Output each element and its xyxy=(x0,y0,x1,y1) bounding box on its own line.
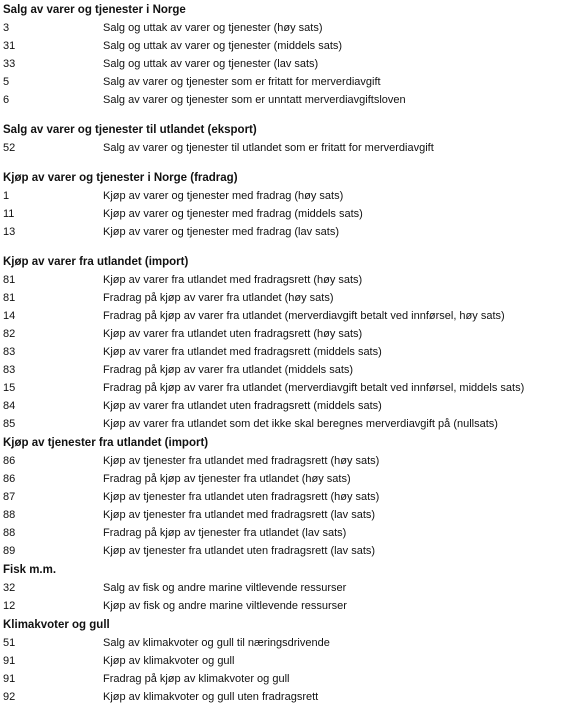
code-description: Kjøp av varer fra utlandet som det ikke skal beregnes merverdiavgift på (nullsats) xyxy=(103,418,498,430)
section-purchases-domestic xyxy=(3,170,586,241)
vat-code: 84 xyxy=(3,400,16,412)
code-description: Kjøp av varer fra utlandet med fradragsrett (middels sats) xyxy=(103,346,382,358)
code-row xyxy=(3,289,586,307)
vat-code: 32 xyxy=(3,582,16,594)
code-description: Kjøp av varer og tjenester med fradrag (høy sats) xyxy=(103,190,344,202)
code-description: Salg og uttak av varer og tjenester (lav sats) xyxy=(103,58,319,70)
code-description: Kjøp av varer og tjenester med fradrag (middels sats) xyxy=(103,208,363,220)
vat-code: 91 xyxy=(3,655,16,667)
vat-code: 92 xyxy=(3,691,16,703)
vat-code: 89 xyxy=(3,545,16,557)
code-description: Salg av varer og tjenester til utlandet som er fritatt for merverdiavgift xyxy=(103,142,434,154)
code-row xyxy=(3,488,586,506)
vat-code: 82 xyxy=(3,328,16,340)
code-row xyxy=(3,688,586,706)
section-heading: Kjøp av varer og tjenester i Norge (fradrag) xyxy=(3,172,238,184)
section-climate-quotas-gold xyxy=(3,617,586,706)
section-heading: Salg av varer og tjenester til utlandet (eksport) xyxy=(3,124,257,136)
code-row xyxy=(3,379,586,397)
code-description: Fradrag på kjøp av tjenester fra utlandet (høy sats) xyxy=(103,473,351,485)
code-row xyxy=(3,470,586,488)
code-description: Kjøp av fisk og andre marine viltlevende ressurser xyxy=(103,600,347,612)
vat-code: 14 xyxy=(3,310,16,322)
code-row xyxy=(3,37,586,55)
code-row xyxy=(3,597,586,615)
code-description: Kjøp av varer og tjenester med fradrag (lav sats) xyxy=(103,226,339,238)
vat-code: 15 xyxy=(3,382,16,394)
code-description: Kjøp av klimakvoter og gull xyxy=(103,655,235,667)
section-spacer xyxy=(3,109,586,122)
section-heading: Kjøp av varer fra utlandet (import) xyxy=(3,256,189,268)
code-row xyxy=(3,361,586,379)
section-sales-export xyxy=(3,122,586,157)
code-row xyxy=(3,91,586,109)
code-description: Kjøp av tjenester fra utlandet med fradragsrett (høy sats) xyxy=(103,455,380,467)
code-row xyxy=(3,307,586,325)
code-description: Kjøp av tjenester fra utlandet uten fradragsrett (lav sats) xyxy=(103,545,376,557)
section-spacer xyxy=(3,157,586,170)
vat-code: 12 xyxy=(3,600,16,612)
code-description: Fradrag på kjøp av varer fra utlandet (høy sats) xyxy=(103,292,334,304)
vat-code: 91 xyxy=(3,673,16,685)
code-row xyxy=(3,343,586,361)
vat-code: 3 xyxy=(3,22,10,34)
code-description: Kjøp av varer fra utlandet uten fradragsrett (høy sats) xyxy=(103,328,363,340)
section-sales-domestic xyxy=(3,2,586,109)
code-row xyxy=(3,271,586,289)
code-row xyxy=(3,542,586,560)
code-description: Fradrag på kjøp av varer fra utlandet (merverdiavgift betalt ved innførsel, middels sats) xyxy=(103,382,525,394)
code-row xyxy=(3,579,586,597)
section-heading: Fisk m.m. xyxy=(3,564,57,576)
vat-code: 88 xyxy=(3,527,16,539)
code-row xyxy=(3,506,586,524)
code-description: Fradrag på kjøp av tjenester fra utlandet (lav sats) xyxy=(103,527,347,539)
code-row xyxy=(3,73,586,91)
code-description: Kjøp av tjenester fra utlandet uten fradragsrett (høy sats) xyxy=(103,491,380,503)
vat-code: 83 xyxy=(3,346,16,358)
code-description: Salg av klimakvoter og gull til næringsdrivende xyxy=(103,637,330,649)
code-row xyxy=(3,187,586,205)
vat-code: 86 xyxy=(3,473,16,485)
code-row xyxy=(3,19,586,37)
vat-code: 52 xyxy=(3,142,16,154)
code-description: Kjøp av tjenester fra utlandet med fradragsrett (lav sats) xyxy=(103,509,376,521)
vat-code: 85 xyxy=(3,418,16,430)
section-heading: Salg av varer og tjenester i Norge xyxy=(3,4,186,16)
vat-code: 81 xyxy=(3,274,16,286)
vat-code: 31 xyxy=(3,40,16,52)
code-description: Fradrag på kjøp av klimakvoter og gull xyxy=(103,673,290,685)
code-row xyxy=(3,652,586,670)
section-heading: Kjøp av tjenester fra utlandet (import) xyxy=(3,437,209,449)
section-fish xyxy=(3,562,586,615)
vat-code: 81 xyxy=(3,292,16,304)
code-row xyxy=(3,139,586,157)
vat-code: 6 xyxy=(3,94,10,106)
code-description: Salg og uttak av varer og tjenester (høy sats) xyxy=(103,22,323,34)
code-description: Kjøp av klimakvoter og gull uten fradragsrett xyxy=(103,691,319,703)
section-import-services xyxy=(3,435,586,560)
vat-code: 87 xyxy=(3,491,16,503)
code-description: Salg og uttak av varer og tjenester (middels sats) xyxy=(103,40,343,52)
code-description: Salg av fisk og andre marine viltlevende ressurser xyxy=(103,582,347,594)
section-heading: Klimakvoter og gull xyxy=(3,619,110,631)
code-row xyxy=(3,634,586,652)
code-row xyxy=(3,670,586,688)
vat-code: 86 xyxy=(3,455,16,467)
code-row xyxy=(3,397,586,415)
vat-code: 88 xyxy=(3,509,16,521)
code-row xyxy=(3,223,586,241)
code-description: Fradrag på kjøp av varer fra utlandet (middels sats) xyxy=(103,364,354,376)
vat-code: 11 xyxy=(3,208,15,220)
vat-code: 33 xyxy=(3,58,16,70)
vat-code: 51 xyxy=(3,637,16,649)
code-row xyxy=(3,55,586,73)
code-row xyxy=(3,524,586,542)
code-description: Fradrag på kjøp av varer fra utlandet (merverdiavgift betalt ved innførsel, høy sats) xyxy=(103,310,505,322)
code-row xyxy=(3,452,586,470)
code-row xyxy=(3,325,586,343)
code-row xyxy=(3,205,586,223)
section-import-goods xyxy=(3,254,586,433)
vat-code: 83 xyxy=(3,364,16,376)
code-description: Kjøp av varer fra utlandet uten fradragsrett (middels sats) xyxy=(103,400,382,412)
section-spacer xyxy=(3,241,586,254)
code-row xyxy=(3,415,586,433)
code-description: Salg av varer og tjenester som er fritatt for merverdiavgift xyxy=(103,76,381,88)
vat-code: 5 xyxy=(3,76,10,88)
vat-code: 13 xyxy=(3,226,16,238)
vat-code: 1 xyxy=(3,190,10,202)
code-description: Kjøp av varer fra utlandet med fradragsrett (høy sats) xyxy=(103,274,363,286)
code-description: Salg av varer og tjenester som er unntatt merverdiavgiftsloven xyxy=(103,94,406,106)
